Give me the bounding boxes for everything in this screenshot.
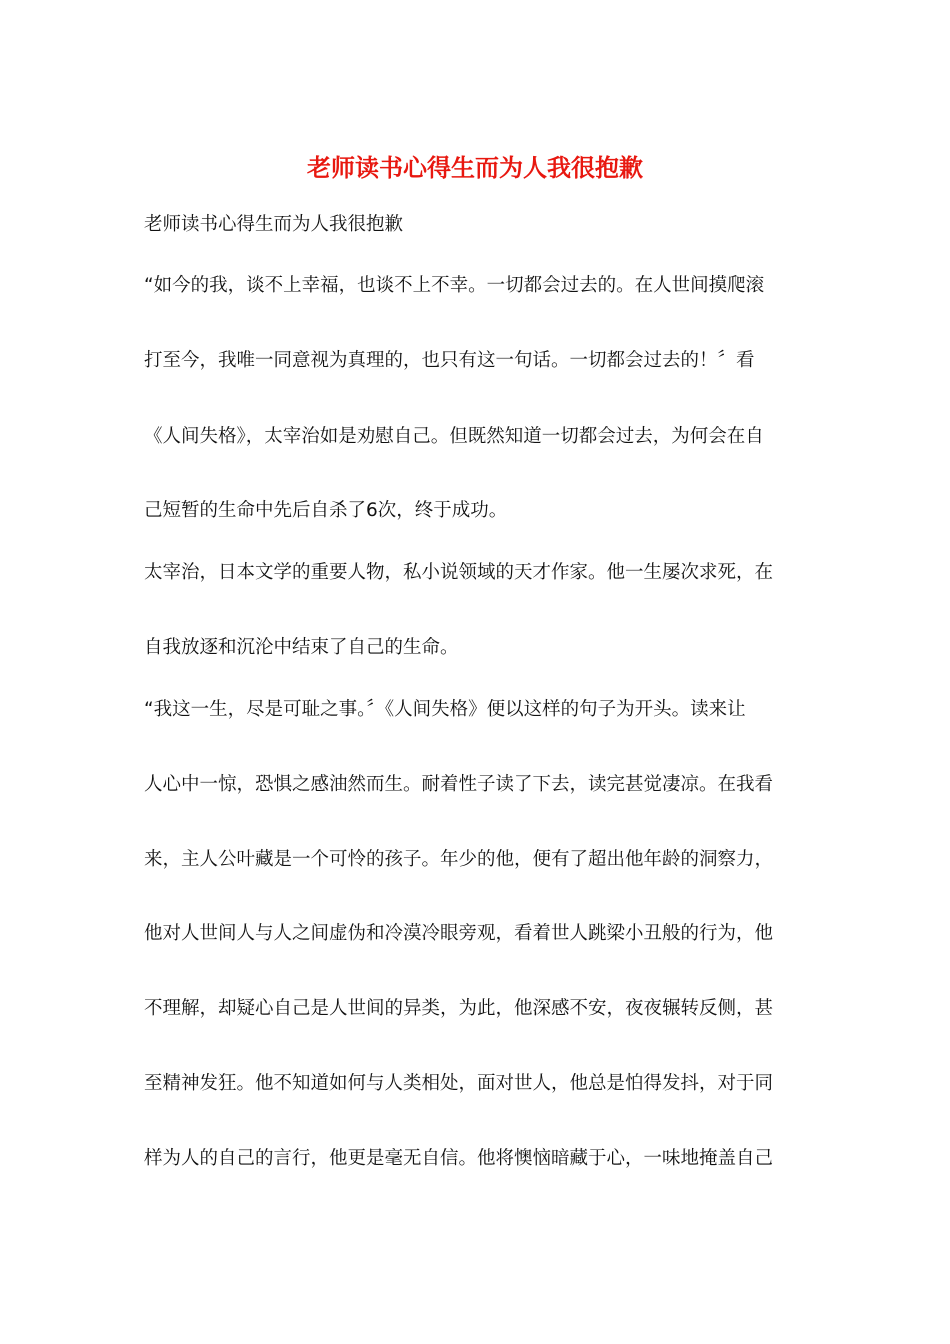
paragraph-line: 人心中一惊，恐惧之感油然而生。耐着性子读了下去，读完甚觉凄凉。在我看 xyxy=(144,774,774,795)
paragraph-line: 《人间失格》，太宰治如是劝慰自己。但既然知道一切都会过去，为何会在自 xyxy=(144,426,764,447)
paragraph-line: 来，主人公叶藏是一个可怜的孩子。年少的他，便有了超出他年龄的洞察力， xyxy=(144,849,774,870)
document-title: 老师读书心得生而为人我很抱歉 xyxy=(307,153,643,182)
paragraph-line: 己短暂的生命中先后自杀了6次，终于成功。 xyxy=(144,500,508,521)
paragraph-line: 样为人的自己的言行，他更是毫无自信。他将懊恼暗藏于心，一味地掩盖自己 xyxy=(144,1148,774,1169)
paragraph-line: 他对人世间人与人之间虚伪和冷漠冷眼旁观，看着世人跳梁小丑般的行为，他 xyxy=(144,923,774,944)
paragraph-line: “我这一生，尽是可耻之事。〞《人间失格》便以这样的句子为开头。读来让 xyxy=(144,699,746,720)
paragraph-line: “如今的我，谈不上幸福，也谈不上不幸。一切都会过去的。在人世间摸爬滚 xyxy=(144,275,765,296)
paragraph-line: 自我放逐和沉沦中结束了自己的生命。 xyxy=(144,637,459,658)
document-subtitle: 老师读书心得生而为人我很抱歉 xyxy=(144,214,404,235)
paragraph-line: 不理解，却疑心自己是人世间的异类，为此，他深感不安，夜夜辗转反侧，甚 xyxy=(144,998,774,1019)
paragraph-line: 至精神发狂。他不知道如何与人类相处，面对世人，他总是怕得发抖，对于同 xyxy=(144,1073,774,1094)
paragraph-line: 打至今，我唯一同意视为真理的，也只有这一句话。一切都会过去的！〞看 xyxy=(144,350,755,371)
paragraph-line: 太宰治，日本文学的重要人物，私小说领域的天才作家。他一生屡次求死，在 xyxy=(144,562,774,583)
